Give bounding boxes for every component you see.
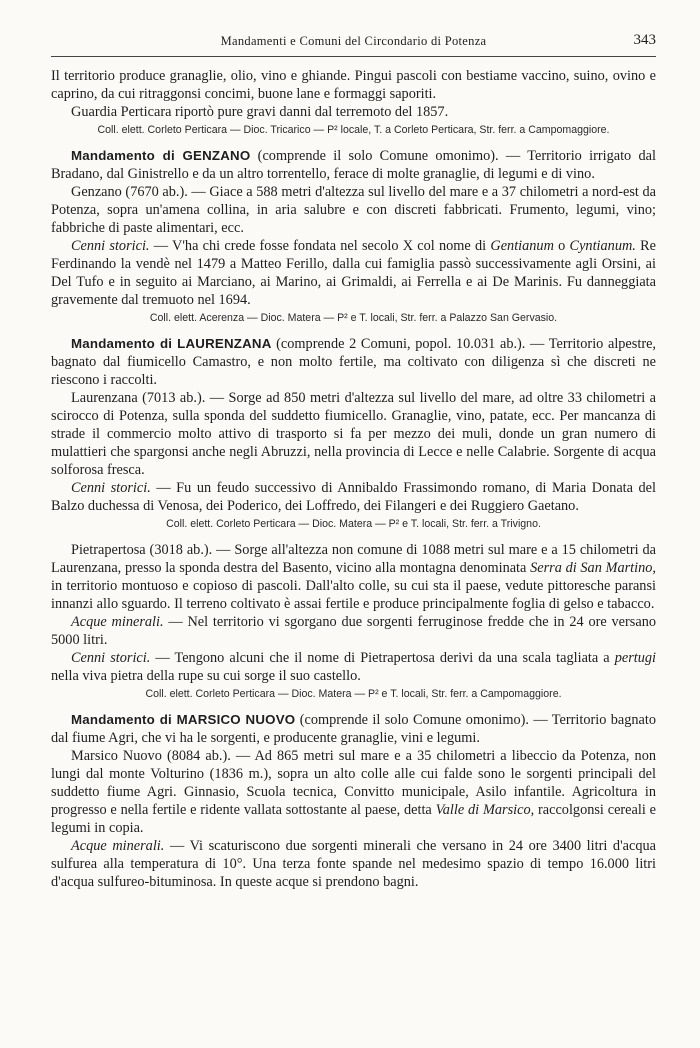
text-laurenzana-storia: — Fu un feudo successivo di Annibaldo Frassimondo romano, di Maria Donata del Balzo duchessa di Venosa, dei Poderico, dei Loffredo, dei Filangeri e dei Ruggiero Gaetano.: [51, 480, 657, 514]
paragraph-guardia-products: Il territorio produce granaglie, olio, vino e ghiande. Pingui pascoli con bestiame vaccino, suino, ovino e caprino, da cui ritraggonsi concimi, buone lane e formaggi saporiti.: [51, 68, 656, 102]
paragraph-comune-pietrapertosa: [51, 541, 656, 613]
text-genzano-storia: — V'ha chi crede fosse fondata nel secolo X col nome di: [149, 238, 491, 254]
text-marsico-territory: (comprende il solo Comune omonimo). — Territorio bagnato dal fiume Agri, che vi ha le sorgenti, e producente granaglie, vini e legumi.: [51, 712, 657, 746]
italic-gentianum: Gentianum: [490, 238, 554, 254]
label-cenni-storici: Cenni storici.: [71, 480, 151, 496]
label-acque-minerali: Acque minerali.: [71, 614, 164, 630]
italic-cyntianum: Cyntianum.: [569, 238, 636, 254]
section-marsico-nuovo: [51, 711, 656, 747]
paragraph-marsico-acque: [51, 837, 656, 891]
running-head: [51, 32, 656, 57]
italic-serra-san-martino: Serra di San Martino,: [530, 560, 656, 576]
note-laurenzana: Coll. elett. Corleto Perticara — Dioc. Matera — P² e T. locali, Str. ferr. a Trivigno.: [166, 518, 541, 530]
paragraph-pietrapertosa-acque: [51, 613, 656, 649]
text-marsico-comune-a: (8084 ab.). — Ad 865 metri sul mare e a 35 chilometri a libeccio da Potenza, non lungi dal monte Volturino (1836 m.), sopra un alto colle alle cui falde sono le sorgenti principali del suddetto fiume Agri. Ginnasio, Scuola tecnica, Convitto municipale, Asilo infantile. Agricoltura in progresso e nella fertile e ridente vallata sottostante al paese, detta: [51, 748, 656, 818]
text-genzano-territory: (comprende il solo Comune omonimo). — Territorio irrigato dal Bradano, dal Ginistrello e da un altro torrentello, ferace di molte granaglie, di legumi e di vino.: [51, 148, 656, 182]
heading-mandamento-genzano: Mandamento di GENZANO: [71, 148, 251, 163]
name-genzano: Genzano: [71, 184, 122, 200]
paragraph-pietrapertosa-storia: [51, 649, 656, 685]
text-pietrapertosa-storia-a: — Tengono alcuni che il nome di Pietrapertosa derivi da una scala tagliata a: [150, 650, 615, 666]
text-pietrapertosa-acque: — Nel territorio vi sgorgano due sorgenti ferruginose fredde che in 24 ore versano 5000 litri.: [51, 614, 656, 648]
heading-mandamento-marsico-nuovo: Mandamento di MARSICO NUOVO: [71, 712, 296, 727]
section-genzano: [51, 147, 656, 183]
name-pietrapertosa: Pietrapertosa: [71, 542, 146, 558]
name-marsico-nuovo: Marsico Nuovo: [71, 748, 162, 764]
paragraph-comune-marsico-nuovo: [51, 747, 656, 837]
label-cenni-storici: Cenni storici.: [71, 238, 150, 254]
paragraph-genzano-storia: [51, 237, 656, 309]
name-laurenzana: Laurenzana: [71, 390, 138, 406]
text-laurenzana-comune: (7013 ab.). — Sorge ad 850 metri d'altezza sul livello del mare, ad oltre 33 chilometri a scirocco di Potenza, sulla sponda del suddetto fiumicello. Granaglie, vino, patate, ecc. Per mancanza di strade il commercio molto attivo di trasporto si fa per mezzo dei muli, donde un gran numero di mulattieri che spargonsi anche negli Abruzzi, nella provincia di Lecce e nelle Calabrie. Sorgente di acqua solforosa fresca.: [51, 390, 656, 478]
page-number: 343: [633, 32, 656, 48]
note-pietrapertosa: Coll. elett. Corleto Perticara — Dioc. Matera — P² e T. locali, Str. ferr. a Campomaggiore.: [145, 688, 562, 700]
paragraph-guardia-earthquake: Guardia Perticara riportò pure gravi danni dal terremoto del 1857.: [71, 104, 449, 120]
heading-mandamento-laurenzana: Mandamento di LAURENZANA: [71, 336, 272, 351]
page-body: [51, 67, 656, 891]
label-cenni-storici: Cenni storici.: [71, 650, 151, 666]
paragraph-comune-laurenzana: [51, 389, 656, 479]
section-laurenzana: [51, 335, 656, 389]
paragraph-comune-genzano: [51, 183, 656, 237]
text-pietrapertosa-b: in territorio montuoso e copioso di pascoli. Dall'alto colle, su cui sta il paese, vedute pittoresche paransi innanzi allo sguardo. Il terreno coltivato è assai fertile e produce principalmente foglia di gelso e tabacco.: [51, 578, 656, 612]
note-genzano: Coll. elett. Acerenza — Dioc. Matera — P² e T. locali, Str. ferr. a Palazzo San Gervasio.: [149, 312, 558, 324]
note-guardia-perticara: Coll. elett. Corleto Perticara — Dioc. Tricarico — P² locale, T. a Corleto Perticara, Str. ferr. a Campomaggiore.: [97, 124, 610, 136]
paragraph-laurenzana-storia: [51, 479, 656, 515]
running-title: Mandamenti e Comuni del Circondario di Potenza: [220, 34, 487, 48]
text-pietrapertosa-a: (3018 ab.). — Sorge all'altezza non comune di 1088 metri sul mare e a 15 chilometri da Laurenzana, presso la sponda destra del Basento, vicino alla montagna denominata: [51, 542, 656, 576]
italic-pertugi: pertugi: [614, 650, 657, 666]
label-acque-minerali: Acque minerali.: [71, 838, 165, 854]
text-marsico-comune-b: raccolgonsi cereali e legumi in copia.: [51, 802, 656, 836]
text-genzano-storia-rest: Re Ferdinando la vendè nel 1479 a Matteo Ferillo, dalla cui famiglia passò successivamente agli Orsini, ai Del Tufo e in seguito ai Marciano, ai Marino, ai Grimaldi, ai Ferrella e ai De Marinis. Fu danneggiata gravemente dal tremuoto nel 1694.: [51, 238, 656, 308]
italic-valle-di-marsico: Valle di Marsico,: [435, 802, 535, 818]
text-genzano-comune: (7670 ab.). — Giace a 588 metri d'altezza sul livello del mare e a 37 chilometri a nord-est da Potenza, sopra un'amena collina, in aria salubre e con discreti fabbricati. Frumento, legumi, vino; fabbriche di paste alimentari, ecc.: [51, 184, 656, 236]
text-genzano-storia-or: o: [553, 238, 570, 254]
text-pietrapertosa-storia-b: nella viva pietra della rupe su cui sorge il suo castello.: [51, 668, 361, 684]
text-laurenzana-territory: (comprende 2 Comuni, popol. 10.031 ab.). — Territorio alpestre, bagnato dal fiumicello Camastro, e non molto fertile, ma coltivato con diligenza sì che discreti ne riescono i raccolti.: [51, 336, 656, 388]
text-marsico-acque: — Vi scaturiscono due sorgenti minerali che versano in 24 ore 3400 litri d'acqua sulfurea alla temperatura di 10°. Una terza fonte spande nel medesimo spazio di tempo 16.000 litri d'acqua sulfureo-bituminosa. In queste acque si prendono bagni.: [51, 838, 656, 890]
